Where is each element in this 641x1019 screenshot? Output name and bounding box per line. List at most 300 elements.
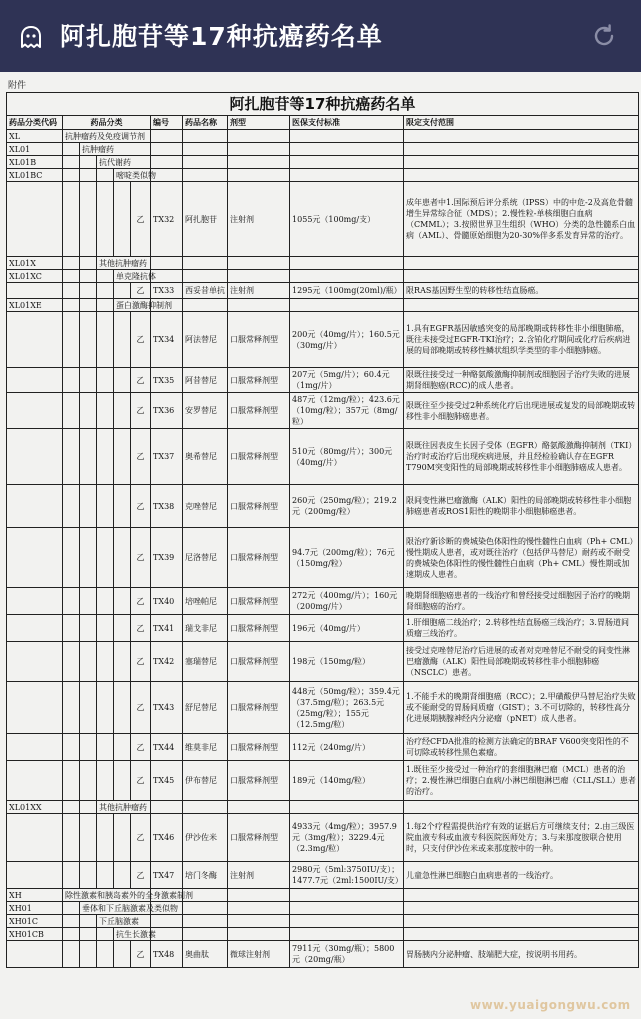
drug-name-cell: 尼洛替尼 [183,528,228,588]
payment-scope-cell: 1.不能手术的晚期肾细胞癌（RCC）；2.甲磺酸伊马替尼治疗失败或不能耐受的胃肠间质瘤（GIST）；3.不可切除的，转移性高分化进展期胰腺神经内分泌瘤（pNET）成人患者。 [404,682,639,734]
indent-cell [114,429,131,485]
watermark: www.yuaigongwu.com [470,998,631,1012]
payment-scope-cell [404,143,639,156]
indent-cell [97,270,114,283]
indent-cell [114,615,131,642]
payment-standard-cell [290,257,404,270]
dosage-form-cell [228,143,290,156]
drug-number-cell: TX40 [151,588,183,615]
payment-standard-cell: 448元（50mg/粒）；359.4元（37.5mg/粒）；263.5元（25mg/粒）；155元（12.5mg/粒） [290,682,404,734]
indent-cell [80,801,97,814]
insurance-class-cell: 乙 [131,761,151,801]
category-name-cell: 抗肿瘤药 [80,143,151,156]
drug-name-cell: 舒尼替尼 [183,682,228,734]
drug-name-cell: 奥希替尼 [183,429,228,485]
payment-standard-cell: 272元（400mg/片）；160元（200mg/片） [290,588,404,615]
indent-cell [63,283,80,299]
dosage-form-cell [228,169,290,182]
category-row [7,915,639,928]
drug-name-cell: 伊沙佐米 [183,814,228,862]
category-name-cell: 单克隆抗体 [114,270,151,283]
payment-standard-cell [290,270,404,283]
dosage-form-cell: 口服常释剂型 [228,393,290,429]
payment-standard-cell [290,889,404,902]
indent-cell [63,429,80,485]
payment-scope-cell: 晚期肾细胞癌患者的一线治疗和曾经接受过细胞因子治疗的晚期肾细胞癌的治疗。 [404,588,639,615]
category-row [7,928,639,941]
drug-number-cell: TX37 [151,429,183,485]
insurance-class-cell: 乙 [131,368,151,393]
drug-row [7,485,639,528]
drug-row [7,642,639,682]
drug-name-cell: 培唑帕尼 [183,588,228,615]
drug-name-cell [183,299,228,312]
drug-name-cell: 瑞戈非尼 [183,615,228,642]
indent-cell [80,941,97,968]
indent-cell [114,734,131,761]
category-name-cell: 嘧啶类似物 [114,169,151,182]
drug-list-document [6,80,639,968]
indent-cell [97,368,114,393]
drug-name-cell: 塞瑞替尼 [183,642,228,682]
payment-scope-cell [404,928,639,941]
header-code: 药品分类代码 [7,116,63,130]
indent-cell [80,485,97,528]
payment-standard-cell: 510元（80mg/片）；300元（40mg/片） [290,429,404,485]
indent-cell [63,182,80,257]
payment-scope-cell: 1.肝细胞癌二线治疗；2.转移性结直肠癌三线治疗；3.胃肠道间质瘤三线治疗。 [404,615,639,642]
indent-cell [63,312,80,368]
indent-cell [114,182,131,257]
category-name-cell: 下丘脑激素 [97,915,151,928]
drug-number-cell: TX46 [151,814,183,862]
table-header-row [7,116,639,130]
category-code-cell [7,814,63,862]
payment-scope-cell: 成年患者中1.国际预后评分系统（IPSS）中的中危-2及高危骨髓增生异常综合征（MDS）；2.慢性粒-单核细胞白血病（CMML）；3.按照世界卫生组织（WHO）分类的急性髓系白血病（AML）、骨髓原始细胞为20-30%伴多系发育异常的治疗。 [404,182,639,257]
indent-cell [97,734,114,761]
drug-table [6,115,639,968]
indent-cell [80,928,97,941]
category-row [7,143,639,156]
drug-row [7,283,639,299]
payment-standard-cell: 189元（140mg/粒） [290,761,404,801]
drug-name-cell: 阿法替尼 [183,312,228,368]
category-row [7,889,639,902]
category-row [7,130,639,143]
payment-standard-cell: 4933元（4mg/粒）；3957.9元（3mg/粒）；3229.4元（2.3mg/粒） [290,814,404,862]
indent-cell [80,682,97,734]
payment-scope-cell: 治疗经CFDA批准的检测方法确定的BRAF V600突变阳性的不可切除或转移性黑色素瘤。 [404,734,639,761]
document-title: 阿扎胞苷等17种抗癌药名单 [6,92,639,115]
category-row [7,257,639,270]
indent-cell [80,642,97,682]
payment-standard-cell: 260元（250mg/粒）；219.2元（200mg/粒） [290,485,404,528]
drug-name-cell [183,130,228,143]
dosage-form-cell [228,257,290,270]
indent-cell [63,761,80,801]
payment-standard-cell [290,915,404,928]
indent-cell [80,393,97,429]
drug-name-cell [183,915,228,928]
indent-cell [97,928,114,941]
dosage-form-cell: 口服常释剂型 [228,368,290,393]
category-code-cell [7,312,63,368]
category-code-cell [7,283,63,299]
indent-cell [63,915,80,928]
insurance-class-cell: 乙 [131,682,151,734]
header-category: 药品分类 [63,116,151,130]
drug-row [7,182,639,257]
dosage-form-cell: 微球注射剂 [228,941,290,968]
app-bar [0,0,641,72]
indent-cell [97,169,114,182]
drug-name-cell: 西妥昔单抗 [183,283,228,299]
drug-number-cell [151,156,183,169]
payment-scope-cell [404,156,639,169]
indent-cell [97,485,114,528]
drug-row [7,761,639,801]
header-number: 编号 [151,116,183,130]
indent-cell [114,814,131,862]
insurance-class-cell: 乙 [131,941,151,968]
category-name-cell: 蛋白激酶抑制剂 [114,299,151,312]
category-code-cell: XL01XX [7,801,63,814]
indent-cell [80,615,97,642]
payment-scope-cell: 胃肠胰内分泌肿瘤、肢端肥大症，按说明书用药。 [404,941,639,968]
category-code-cell: XH01CB [7,928,63,941]
dosage-form-cell: 口服常释剂型 [228,682,290,734]
indent-cell [114,941,131,968]
drug-row [7,682,639,734]
insurance-class-cell: 乙 [131,615,151,642]
category-row [7,156,639,169]
insurance-class-cell: 乙 [131,182,151,257]
category-row [7,801,639,814]
payment-scope-cell: 限间变性淋巴瘤激酶（ALK）阳性的局部晚期或转移性非小细胞肺癌患者或ROS1阳性的晚期非小细胞肺癌患者。 [404,485,639,528]
payment-standard-cell: 198元（150mg/粒） [290,642,404,682]
drug-row [7,368,639,393]
payment-scope-cell [404,299,639,312]
category-code-cell: XL01 [7,143,63,156]
drug-name-cell [183,928,228,941]
category-code-cell [7,588,63,615]
dosage-form-cell [228,299,290,312]
indent-cell [97,393,114,429]
indent-cell [63,393,80,429]
dosage-form-cell [228,801,290,814]
dosage-form-cell: 口服常释剂型 [228,734,290,761]
drug-number-cell: TX33 [151,283,183,299]
drug-number-cell: TX36 [151,393,183,429]
insurance-class-cell: 乙 [131,485,151,528]
category-code-cell: XH01 [7,902,63,915]
indent-cell [114,642,131,682]
payment-standard-cell: 1055元（100mg/支） [290,182,404,257]
category-code-cell [7,941,63,968]
payment-standard-cell [290,902,404,915]
indent-cell [114,588,131,615]
payment-standard-cell: 487元（12mg/粒）；423.6元（10mg/粒）；357元（8mg/粒） [290,393,404,429]
drug-name-cell: 伊布替尼 [183,761,228,801]
category-code-cell: XL [7,130,63,143]
payment-standard-cell: 196元（40mg/片） [290,615,404,642]
dosage-form-cell: 口服常释剂型 [228,814,290,862]
drug-name-cell: 维莫非尼 [183,734,228,761]
drug-number-cell: TX48 [151,941,183,968]
indent-cell [63,862,80,889]
insurance-class-cell: 乙 [131,393,151,429]
drug-name-cell [183,169,228,182]
drug-number-cell [151,915,183,928]
indent-cell [114,528,131,588]
indent-cell [97,862,114,889]
indent-cell [63,368,80,393]
payment-scope-cell: 1.既往至少接受过一种治疗的套细胞淋巴瘤（MCL）患者的治疗；2.慢性淋巴细胞白血病/小淋巴细胞淋巴瘤（CLL/SLL）患者的治疗。 [404,761,639,801]
indent-cell [97,429,114,485]
indent-cell [63,169,80,182]
category-name-cell: 垂体和下丘脑激素及类似物 [80,902,151,915]
indent-cell [63,270,80,283]
insurance-class-cell: 乙 [131,588,151,615]
dosage-form-cell: 口服常释剂型 [228,761,290,801]
drug-name-cell: 奥曲肽 [183,941,228,968]
dosage-form-cell: 注射剂 [228,182,290,257]
drug-name-cell [183,801,228,814]
dosage-form-cell: 注射剂 [228,283,290,299]
indent-cell [63,156,80,169]
indent-cell [97,182,114,257]
drug-name-cell [183,143,228,156]
dosage-form-cell [228,270,290,283]
indent-cell [63,801,80,814]
category-row [7,270,639,283]
dosage-form-cell: 注射剂 [228,862,290,889]
category-code-cell: XL01BC [7,169,63,182]
payment-standard-cell [290,169,404,182]
payment-standard-cell: 7911元（30mg/瓶）；5800元（20mg/瓶） [290,941,404,968]
drug-number-cell [151,143,183,156]
category-code-cell: XH01C [7,915,63,928]
payment-standard-cell: 200元（40mg/片）；160.5元（30mg/片） [290,312,404,368]
drug-name-cell: 阿扎胞苷 [183,182,228,257]
indent-cell [63,257,80,270]
indent-cell [80,156,97,169]
indent-cell [114,682,131,734]
drug-number-cell: TX32 [151,182,183,257]
category-code-cell [7,761,63,801]
insurance-class-cell: 乙 [131,734,151,761]
indent-cell [97,312,114,368]
drug-row [7,528,639,588]
category-row [7,169,639,182]
drug-row [7,941,639,968]
category-name-cell: 抗肿瘤药及免疫调节剂 [63,130,151,143]
indent-cell [80,528,97,588]
indent-cell [114,485,131,528]
drug-number-cell [151,257,183,270]
indent-cell [97,941,114,968]
payment-scope-cell: 限RAS基因野生型的转移性结直肠癌。 [404,283,639,299]
drug-name-cell [183,257,228,270]
indent-cell [80,169,97,182]
dosage-form-cell [228,130,290,143]
category-code-cell [7,393,63,429]
payment-standard-cell [290,130,404,143]
drug-number-cell [151,801,183,814]
drug-number-cell: TX38 [151,485,183,528]
drug-number-cell: TX47 [151,862,183,889]
dosage-form-cell [228,928,290,941]
category-name-cell: 除性激素和胰岛素外的全身激素制剂 [63,889,151,902]
payment-scope-cell [404,130,639,143]
indent-cell [97,615,114,642]
dosage-form-cell: 口服常释剂型 [228,588,290,615]
drug-number-cell: TX34 [151,312,183,368]
drug-row [7,734,639,761]
payment-scope-cell [404,270,639,283]
indent-cell [63,734,80,761]
indent-cell [114,368,131,393]
dosage-form-cell [228,889,290,902]
category-name-cell: 抗生长激素 [114,928,151,941]
drug-number-cell: TX43 [151,682,183,734]
payment-standard-cell [290,299,404,312]
drug-name-cell [183,270,228,283]
payment-scope-cell: 接受过克唑替尼治疗后进展的或者对克唑替尼不耐受的间变性淋巴瘤激酶（ALK）阳性局部晚期或转移性非小细胞肺癌（NSCLC）患者。 [404,642,639,682]
indent-cell [63,928,80,941]
indent-cell [114,283,131,299]
indent-cell [97,642,114,682]
indent-cell [97,588,114,615]
dosage-form-cell: 口服常释剂型 [228,312,290,368]
indent-cell [80,734,97,761]
payment-standard-cell: 207元（5mg/片）；60.4元（1mg/片） [290,368,404,393]
drug-row [7,862,639,889]
indent-cell [80,915,97,928]
payment-scope-cell: 1.具有EGFR基因敏感突变的局部晚期或转移性非小细胞肺癌，既往未接受过EGFR-TKI治疗；2.含铂化疗期间或化疗后疾病进展的局部晚期或转移性鳞状组织学类型的非小细胞肺癌。 [404,312,639,368]
indent-cell [97,761,114,801]
drug-row [7,814,639,862]
category-code-cell [7,368,63,393]
dosage-form-cell: 口服常释剂型 [228,615,290,642]
category-code-cell [7,182,63,257]
drug-name-cell: 培门冬酶 [183,862,228,889]
category-name-cell: 抗代谢药 [97,156,151,169]
category-code-cell [7,485,63,528]
category-code-cell [7,528,63,588]
indent-cell [97,528,114,588]
indent-cell [80,312,97,368]
indent-cell [80,257,97,270]
indent-cell [114,862,131,889]
drug-name-cell: 克唑替尼 [183,485,228,528]
indent-cell [80,814,97,862]
category-code-cell: XH [7,889,63,902]
drug-name-cell [183,156,228,169]
payment-standard-cell [290,156,404,169]
indent-cell [114,312,131,368]
payment-standard-cell [290,801,404,814]
insurance-class-cell: 乙 [131,528,151,588]
drug-name-cell: 安罗替尼 [183,393,228,429]
insurance-class-cell: 乙 [131,283,151,299]
indent-cell [63,143,80,156]
indent-cell [80,368,97,393]
payment-standard-cell: 94.7元（200mg/粒）；76元（150mg/粒） [290,528,404,588]
attachment-label: 附件 [8,81,27,91]
dosage-form-cell: 口服常释剂型 [228,429,290,485]
indent-cell [80,270,97,283]
payment-scope-cell [404,902,639,915]
drug-number-cell: TX41 [151,615,183,642]
insurance-class-cell: 乙 [131,429,151,485]
indent-cell [80,761,97,801]
payment-scope-cell: 限既往接受过一种酪氨酸激酶抑制剂或细胞因子治疗失败的进展期肾细胞癌(RCC)的成人患者。 [404,368,639,393]
category-code-cell: XL01B [7,156,63,169]
insurance-class-cell: 乙 [131,814,151,862]
payment-standard-cell [290,928,404,941]
category-code-cell [7,734,63,761]
insurance-class-cell: 乙 [131,312,151,368]
indent-cell [114,393,131,429]
payment-scope-cell: 儿童急性淋巴细胞白血病患者的一线治疗。 [404,862,639,889]
drug-row [7,588,639,615]
category-code-cell: XL01XC [7,270,63,283]
app-bar-title: 阿扎胞苷等17种抗癌药名单 [60,22,383,51]
insurance-class-cell: 乙 [131,862,151,889]
drug-name-cell: 阿昔替尼 [183,368,228,393]
indent-cell [114,761,131,801]
payment-scope-cell [404,801,639,814]
indent-cell [63,902,80,915]
payment-standard-cell: 112元（240mg/片） [290,734,404,761]
indent-cell [63,588,80,615]
dosage-form-cell: 口服常释剂型 [228,528,290,588]
category-name-cell: 其他抗肿瘤药 [97,801,151,814]
drug-row [7,393,639,429]
refresh-icon[interactable] [590,22,618,50]
indent-cell [63,814,80,862]
payment-scope-cell [404,915,639,928]
category-code-cell: XL01X [7,257,63,270]
drug-number-cell: TX45 [151,761,183,801]
drug-name-cell [183,902,228,915]
ghost-icon[interactable] [18,24,44,50]
indent-cell [97,299,114,312]
category-name-cell: 其他抗肿瘤药 [97,257,151,270]
header-payment-scope: 限定支付范围 [404,116,639,130]
category-row [7,902,639,915]
indent-cell [63,485,80,528]
dosage-form-cell [228,902,290,915]
payment-scope-cell: 限既往至少接受过2种系统化疗后出现进展或复发的局部晚期或转移性非小细胞肺癌患者。 [404,393,639,429]
payment-standard-cell: 2980元（5ml:3750IU/支）；1477.7元（2ml:1500IU/支） [290,862,404,889]
header-dosage-form: 剂型 [228,116,290,130]
indent-cell [97,682,114,734]
payment-scope-cell [404,257,639,270]
dosage-form-cell [228,915,290,928]
header-payment-standard: 医保支付标准 [290,116,404,130]
indent-cell [63,615,80,642]
indent-cell [80,283,97,299]
indent-cell [80,182,97,257]
drug-number-cell [151,130,183,143]
payment-scope-cell: 限治疗新诊断的费城染色体阳性的慢性髓性白血病（Ph+ CML）慢性期成人患者，或对既往治疗（包括伊马替尼）耐药或不耐受的费城染色体阳性的慢性髓性白血病（Ph+ CML）慢性期或加速期成人患者。 [404,528,639,588]
indent-cell [63,941,80,968]
drug-row [7,429,639,485]
indent-cell [97,283,114,299]
category-code-cell [7,862,63,889]
